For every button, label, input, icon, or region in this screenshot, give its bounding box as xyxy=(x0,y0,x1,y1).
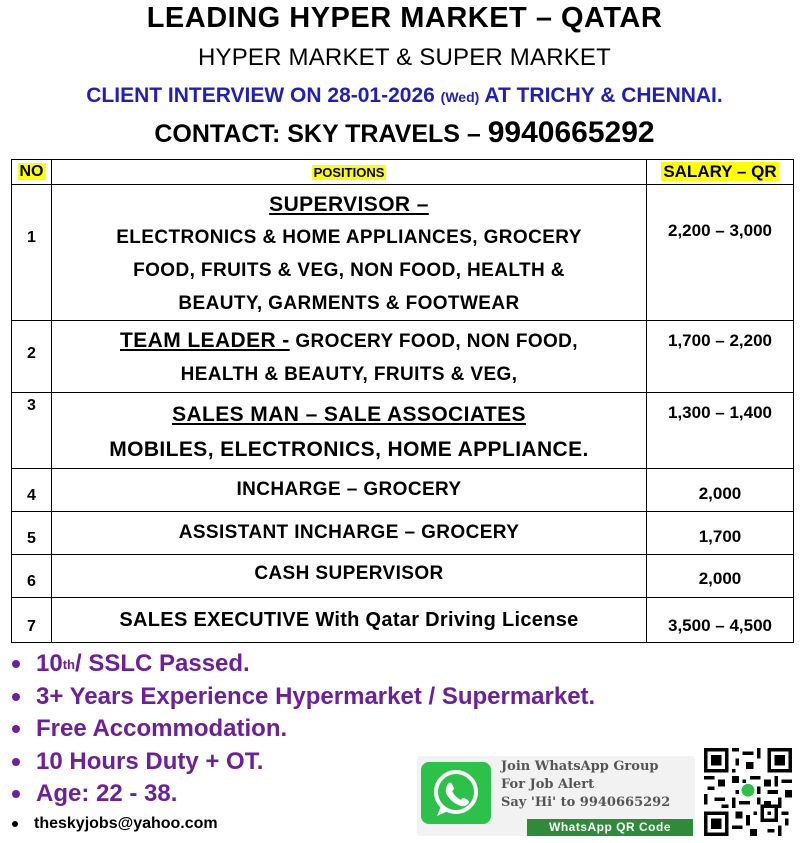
whatsapp-icon xyxy=(421,762,491,824)
item-text: / SSLC Passed. xyxy=(74,650,250,678)
table-row xyxy=(12,598,794,643)
row-position xyxy=(52,512,647,555)
row-salary xyxy=(647,321,794,393)
row-no xyxy=(12,598,52,643)
item-text: Age: 22 - 38. xyxy=(36,780,178,808)
position-title: CASH SUPERVISOR xyxy=(254,563,444,584)
item-text: 10 xyxy=(36,650,63,678)
row-no-value: 3 xyxy=(27,397,36,414)
interview-date: 28-01-2026 xyxy=(327,84,435,107)
position-inline: GROCERY FOOD, NON FOOD, xyxy=(289,331,578,352)
header-no-label: NO xyxy=(19,163,44,180)
table-row xyxy=(12,555,794,598)
contact-number: 9940665292 xyxy=(487,116,655,149)
row-salary xyxy=(647,469,794,512)
row-salary xyxy=(647,512,794,555)
email-link[interactable]: theskyjobs@yahoo.com xyxy=(34,814,218,832)
interview-suffix: AT TRICHY & CHENNAI. xyxy=(479,84,723,107)
salary-value: 1,300 – 1,400 xyxy=(668,403,772,422)
salary-value: 2,000 xyxy=(698,484,742,503)
contact-label: CONTACT: SKY TRAVELS – xyxy=(154,120,488,148)
item-text: Free Accommodation. xyxy=(36,715,288,743)
row-no-value: 7 xyxy=(27,618,36,635)
bullet-icon xyxy=(12,821,18,827)
row-salary xyxy=(647,555,794,598)
position-title: INCHARGE – GROCERY xyxy=(236,479,462,500)
salary-value: 1,700 xyxy=(698,527,742,546)
position-title: SUPERVISOR – xyxy=(269,193,429,216)
interview-prefix: CLIENT INTERVIEW ON xyxy=(86,84,328,107)
row-no-value: 6 xyxy=(27,573,36,590)
salary-value: 3,500 – 4,500 xyxy=(668,616,772,635)
whatsapp-icon-graphic xyxy=(421,762,491,824)
row-position xyxy=(52,321,647,393)
list-item xyxy=(12,681,595,714)
contact-line xyxy=(0,116,809,150)
row-no-value: 5 xyxy=(27,530,36,547)
row-no xyxy=(12,512,52,555)
row-salary xyxy=(647,598,794,643)
row-no xyxy=(12,469,52,512)
page-subtitle: HYPER MARKET & SUPER MARKET xyxy=(197,44,612,71)
whatsapp-line: For Job Alert xyxy=(501,777,595,792)
row-salary xyxy=(647,185,794,321)
position-title: SALES EXECUTIVE With Qatar Driving License xyxy=(119,609,579,631)
row-salary xyxy=(647,393,794,469)
page-title: LEADING HYPER MARKET – QATAR xyxy=(146,2,663,34)
bullet-icon xyxy=(12,758,20,766)
interview-line xyxy=(0,84,809,108)
item-text: 3+ Years Experience Hypermarket / Supermarket. xyxy=(36,682,596,710)
positions-table xyxy=(11,159,794,643)
header-positions xyxy=(52,160,647,185)
table-row xyxy=(12,512,794,555)
bullet-icon xyxy=(12,790,20,798)
item-text: 10 Hours Duty + OT. xyxy=(36,747,264,775)
table-row xyxy=(12,321,794,393)
whatsapp-line: Join WhatsApp Group xyxy=(501,759,659,774)
salary-value: 1,700 – 2,200 xyxy=(668,331,772,350)
row-position xyxy=(52,598,647,643)
header-salary-label: SALARY – QR xyxy=(663,162,777,181)
header-no xyxy=(12,160,52,185)
table-header-row xyxy=(12,160,794,185)
row-position xyxy=(52,469,647,512)
bullet-icon xyxy=(12,725,20,733)
position-title: SALES MAN – SALE ASSOCIATES xyxy=(172,403,526,426)
position-title: ASSISTANT INCHARGE – GROCERY xyxy=(178,522,520,543)
row-no xyxy=(12,185,52,321)
qr-code-icon[interactable] xyxy=(704,748,792,836)
interview-day: (Wed) xyxy=(440,89,480,105)
row-no xyxy=(12,321,52,393)
table-row xyxy=(12,393,794,469)
row-no xyxy=(12,393,52,469)
whatsapp-qr-label: WhatsApp QR Code xyxy=(527,819,693,836)
whatsapp-line: Say 'Hi' to 9940665292 xyxy=(501,795,671,810)
position-title: TEAM LEADER - xyxy=(120,329,290,352)
row-position xyxy=(52,555,647,598)
table-row xyxy=(12,185,794,321)
salary-value: 2,200 – 3,000 xyxy=(668,221,772,240)
whatsapp-banner[interactable] xyxy=(417,756,695,836)
bullet-icon xyxy=(12,693,20,701)
row-no-value: 1 xyxy=(27,229,36,246)
position-line: MOBILES, ELECTRONICS, HOME APPLIANCE. xyxy=(109,438,589,461)
salary-value: 2,000 xyxy=(698,569,742,588)
whatsapp-text xyxy=(501,758,670,812)
row-no-value: 2 xyxy=(27,345,36,362)
list-item xyxy=(12,713,595,746)
table-row xyxy=(12,469,794,512)
header-salary xyxy=(647,160,794,185)
position-line: ELECTRONICS & HOME APPLIANCES, GROCERY xyxy=(116,227,582,248)
row-no-value: 4 xyxy=(27,487,36,504)
header-positions-label: POSITIONS xyxy=(313,164,385,180)
bullet-icon xyxy=(12,660,20,668)
position-line: HEALTH & BEAUTY, FRUITS & VEG, xyxy=(180,364,518,385)
item-superscript: th xyxy=(62,656,75,672)
position-line: BEAUTY, GARMENTS & FOOTWEAR xyxy=(178,293,520,314)
row-position xyxy=(52,393,647,469)
row-position xyxy=(52,185,647,321)
list-item xyxy=(12,648,595,681)
position-line: FOOD, FRUITS & VEG, NON FOOD, HEALTH & xyxy=(133,260,565,281)
row-no xyxy=(12,555,52,598)
